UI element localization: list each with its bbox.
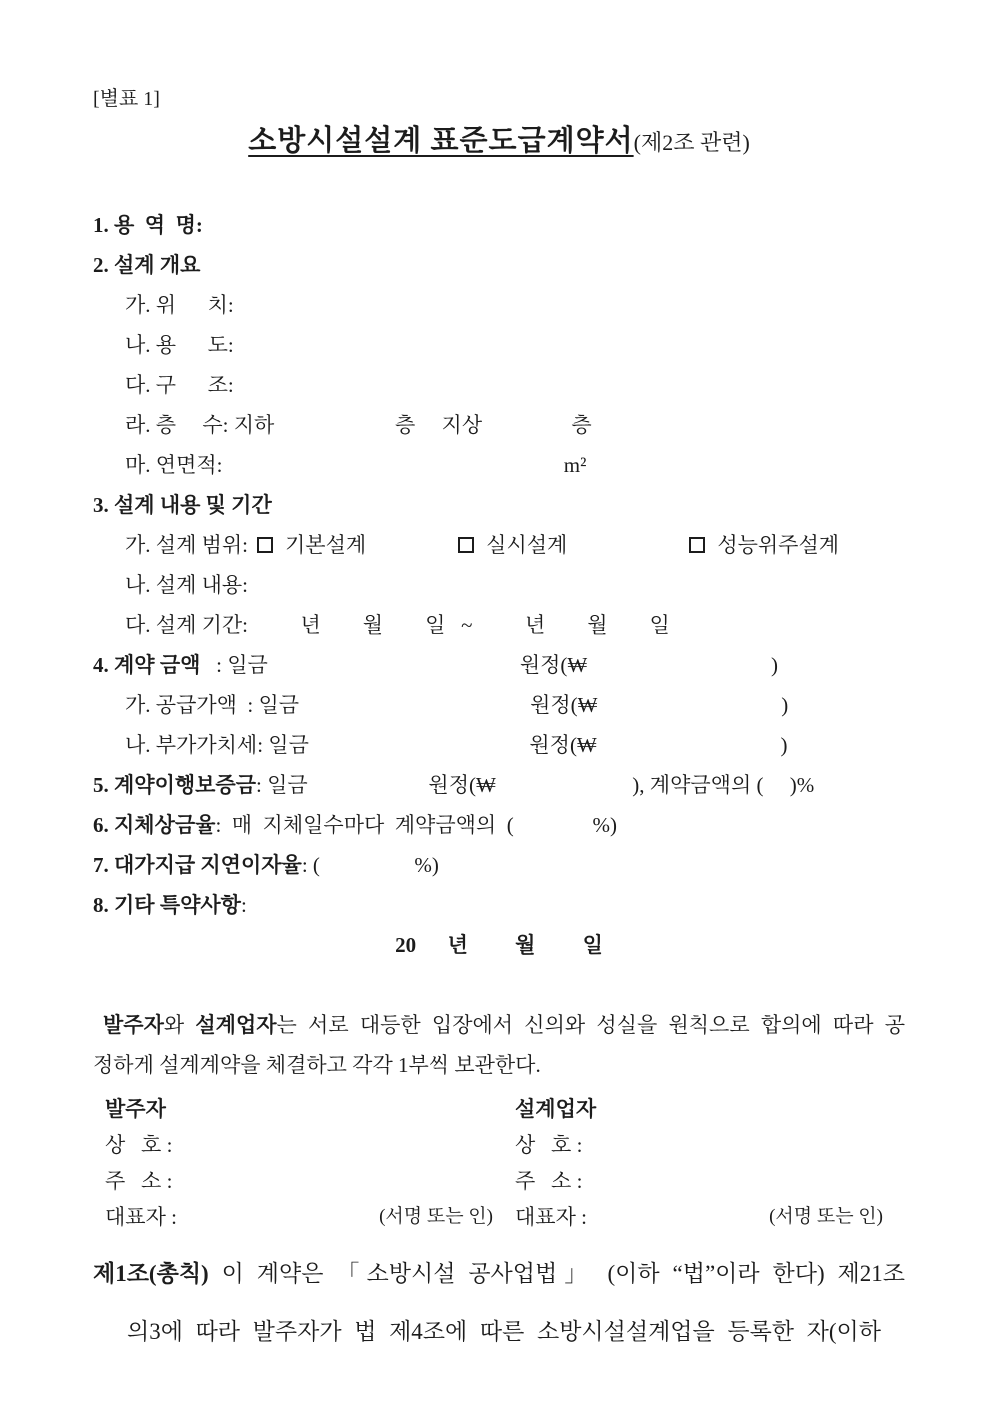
- item-4-label: 4. 계약 금액: [93, 653, 201, 677]
- item-6-label: 6. 지체상금율: [93, 813, 216, 837]
- item-4-contract-amount: [93, 645, 905, 685]
- row-floors: 라. 층 수: 지하 층 지상 층: [125, 413, 592, 437]
- option-basic-design-label: 기본설계: [285, 533, 367, 557]
- annex-label: [별표 1]: [93, 88, 160, 110]
- agreement-paragraph-line2: 정하게 설계계약을 체결하고 각각 1부씩 보관한다.: [93, 1053, 541, 1077]
- item-5-performance-bond: [93, 765, 905, 805]
- design-scope-row: [93, 525, 905, 565]
- designer-title: 설계업자: [515, 1097, 597, 1121]
- item-5-value-blank: : 일금 원정(₩ ), 계약금액의 ( )%: [256, 773, 815, 797]
- designer-term: 설계업자: [195, 1013, 277, 1037]
- item-7-value-blank: : ( %): [301, 853, 439, 877]
- client-company-row: 상 호 :: [105, 1133, 173, 1157]
- item-6-value-blank: : 매 지체일수마다 계약금액의 ( %): [215, 813, 617, 837]
- row-usage: 나. 용 도:: [125, 333, 234, 357]
- item-2-design-overview: 2. 설계 개요: [93, 253, 201, 277]
- row-structure: 다. 구 조:: [125, 373, 234, 397]
- article-1-general-provisions-line2: 의3에 따라 발주자가 법 제4조에 따른 소방시설설계업을 등록한 자(이하: [127, 1319, 881, 1344]
- contract-date-line: 20 년 월 일: [395, 933, 603, 957]
- item-4-value-blank: : 일금 원정(₩ ): [200, 653, 778, 677]
- client-representative-row: [105, 1199, 515, 1235]
- item-3-design-content-period: 3. 설계 내용 및 기간: [93, 493, 272, 517]
- row-vat: 나. 부가가치세: 일금 원정(₩ ): [125, 733, 788, 757]
- designer-representative-row: [515, 1199, 905, 1235]
- item-8-value-blank: :: [240, 893, 247, 917]
- client-title: 발주자: [105, 1097, 166, 1121]
- client-term: 발주자: [103, 1013, 164, 1037]
- agreement-joiner: 와: [163, 1013, 196, 1037]
- checkbox-detailed-design-icon[interactable]: [458, 537, 474, 553]
- designer-address-row: 주 소 :: [515, 1169, 583, 1193]
- designer-signature-column: [515, 1091, 905, 1235]
- document-title-suffix: (제2조 관련): [633, 130, 750, 155]
- agreement-paragraph-line1: [93, 1005, 905, 1045]
- row-total-area: 마. 연면적: m²: [125, 453, 587, 477]
- item-1-service-name: 1. 용 역 명:: [93, 213, 203, 237]
- article-1-heading: 제1조(총칙): [93, 1261, 209, 1286]
- item-8-special-terms: [93, 885, 905, 925]
- designer-representative-label: 대표자 :: [515, 1205, 587, 1229]
- agreement-text: 는 서로 대등한 입장에서 신의와 성실을 원칙으로 합의에 따라 공: [276, 1013, 905, 1037]
- row-design-content: 나. 설계 내용:: [125, 573, 249, 597]
- item-7-label: 7. 대가지급 지연이자율: [93, 853, 302, 877]
- checkbox-basic-design-icon[interactable]: [257, 537, 273, 553]
- item-6-delay-penalty-rate: [93, 805, 905, 845]
- row-design-period: 다. 설계 기간: 년 월 일 ~ 년 월 일: [125, 613, 670, 637]
- contract-body: [93, 205, 905, 965]
- client-seal-note: (서명 또는 인): [379, 1206, 493, 1227]
- article-1-general-provisions-line1: [93, 1245, 905, 1303]
- row-location: 가. 위 치:: [125, 293, 234, 317]
- item-8-label: 8. 기타 특약사항: [93, 893, 241, 917]
- document-title: 소방시설설계 표준도급계약서: [248, 125, 634, 157]
- checkbox-performance-design-icon[interactable]: [689, 537, 705, 553]
- document-title-row: [93, 115, 905, 167]
- row-supply-price: 가. 공급가액 : 일금 원정(₩ ): [125, 693, 789, 717]
- client-signature-column: [105, 1091, 515, 1235]
- item-5-label: 5. 계약이행보증금: [93, 773, 257, 797]
- option-performance-design-label: 성능위주설계: [717, 533, 840, 557]
- designer-seal-note: (서명 또는 인): [769, 1206, 883, 1227]
- designer-company-row: 상 호 :: [515, 1133, 583, 1157]
- option-detailed-design-label: 실시설계: [486, 533, 568, 557]
- signature-block: [93, 1091, 905, 1235]
- client-representative-label: 대표자 :: [105, 1205, 177, 1229]
- item-7-late-interest-rate: [93, 845, 905, 885]
- client-address-row: 주 소 :: [105, 1169, 173, 1193]
- design-scope-label: 가. 설계 범위:: [125, 533, 249, 557]
- article-1-text-line1: 이 계약은 「소방시설 공사업법」 (이하 “법”이라 한다) 제21조: [208, 1261, 905, 1286]
